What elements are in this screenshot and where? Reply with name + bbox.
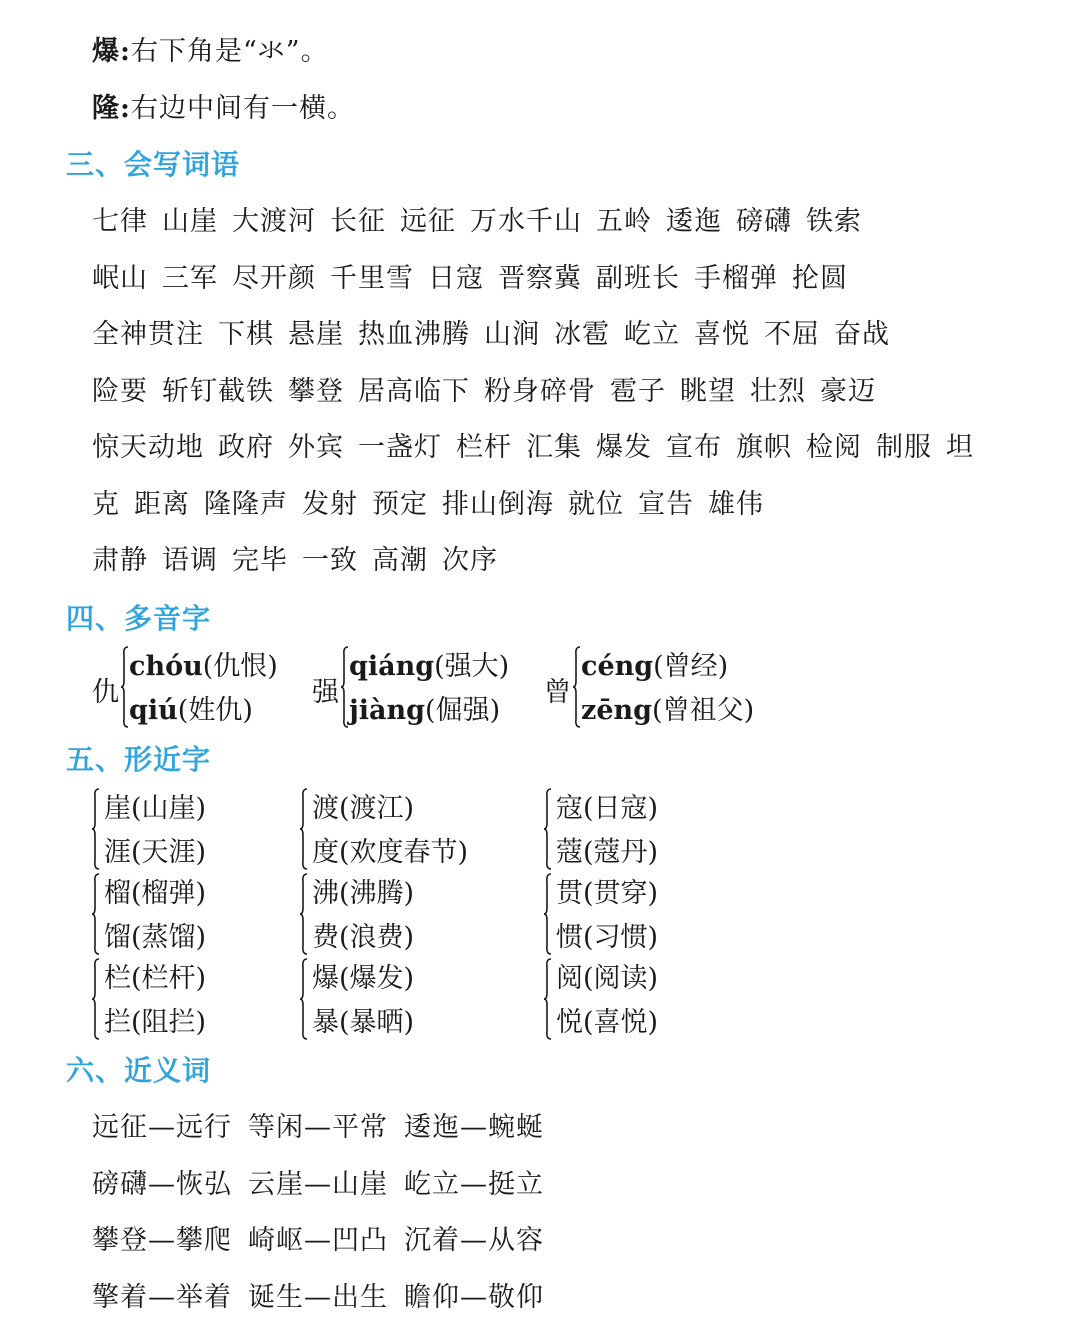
word-item: 下棋 (218, 319, 274, 350)
word-item: 粉身碎骨 (484, 375, 596, 407)
word-row (92, 318, 904, 352)
word-item: 热血沸腾 (358, 319, 470, 350)
similar-pair (300, 787, 468, 875)
word-item: 雹子 (610, 375, 666, 407)
word-item: 冰雹 (554, 319, 610, 350)
section-heading-polyphones: 四、多音字 (66, 602, 212, 635)
word-item: 眺望 (680, 375, 736, 407)
word-item: 隆隆声 (204, 488, 288, 520)
similar-item: 栏(栏杆) (104, 963, 207, 994)
word-item: 政府 (218, 432, 274, 463)
word-item: 山崖 (162, 206, 218, 237)
synonym-item: 崎岖—凹凸 (248, 1225, 388, 1256)
word-item: 喜悦 (694, 319, 750, 350)
word-item: 奋战 (834, 319, 890, 350)
word-item: 外宾 (288, 432, 344, 463)
example-word: (曾祖父) (652, 695, 755, 726)
brace-icon (300, 957, 308, 1045)
word-item: 斩钉截铁 (162, 375, 274, 407)
polyphone-group (544, 645, 754, 733)
synonym-item: 沉着—从容 (404, 1225, 544, 1256)
example-word: (仇恨) (202, 651, 278, 682)
brace-icon (92, 872, 100, 960)
word-item: 晋察冀 (498, 262, 582, 294)
polyphone-group (312, 645, 509, 733)
similar-item: 馏(蒸馏) (104, 922, 207, 953)
similar-item: 悦(喜悦) (556, 1007, 659, 1038)
word-item: 不屈 (764, 319, 820, 350)
polyphone-char: 曾 (544, 676, 571, 708)
polyphone-reading (581, 689, 754, 733)
similar-pair (300, 957, 414, 1045)
note-line (92, 35, 329, 69)
word-item: 长征 (330, 206, 386, 237)
brace-icon (300, 872, 308, 960)
word-item: 铁索 (806, 206, 862, 237)
word-item: 惊天动地 (92, 432, 204, 463)
word-item: 攀登 (288, 375, 344, 407)
word-item: 七律 (92, 206, 148, 237)
polyphone-reading (129, 645, 278, 689)
word-item: 发射 (302, 488, 358, 520)
word-item: 宣告 (638, 488, 694, 520)
word-item: 副班长 (596, 262, 680, 294)
similar-item: 度(欢度春节) (312, 837, 469, 868)
polyphone-char: 强 (312, 676, 339, 708)
word-item: 磅礴 (736, 206, 792, 237)
similar-item: 榴(榴弹) (104, 878, 207, 909)
section-heading-words: 三、会写词语 (66, 148, 241, 181)
section-heading-similar: 五、形近字 (66, 743, 212, 776)
polyphone-reading (129, 689, 278, 733)
brace-icon (573, 645, 581, 733)
word-item: 三军 (162, 262, 218, 294)
synonym-item: 瞻仰—敬仰 (404, 1281, 544, 1313)
word-item: 尽开颜 (232, 262, 316, 294)
word-item: 制服 (876, 432, 932, 463)
synonym-item: 攀登—攀爬 (92, 1225, 232, 1256)
similar-item: 渡(渡江) (312, 793, 415, 824)
word-item: 语调 (162, 545, 218, 576)
similar-pair (92, 872, 206, 960)
similar-item: 蔻(蔻丹) (556, 837, 659, 868)
word-item: 险要 (92, 375, 148, 407)
word-item: 爆发 (596, 432, 652, 463)
brace-icon (121, 645, 129, 733)
word-item: 肃静 (92, 545, 148, 576)
similar-item: 爆(爆发) (312, 963, 415, 994)
word-item: 检阅 (806, 432, 862, 463)
similar-item: 费(浪费) (312, 922, 415, 953)
word-item: 万水千山 (470, 206, 582, 237)
synonym-row (92, 1168, 560, 1202)
word-item: 次序 (442, 545, 498, 576)
similar-item: 惯(习惯) (556, 922, 659, 953)
word-item: 屹立 (624, 319, 680, 350)
word-item: 居高临下 (358, 375, 470, 407)
word-item: 手榴弹 (694, 262, 778, 294)
pinyin: zēng (581, 695, 653, 726)
similar-item: 阅(阅读) (556, 963, 659, 994)
word-item: 距离 (134, 488, 190, 520)
polyphone-reading (349, 689, 509, 733)
word-item: 一盏灯 (358, 432, 442, 463)
synonym-row (92, 1224, 560, 1258)
pinyin: qiáng (349, 651, 435, 682)
word-item: 岷山 (92, 262, 148, 294)
pinyin: céng (581, 651, 654, 682)
word-item: 抡圆 (792, 262, 848, 294)
word-item: 预定 (372, 488, 428, 520)
note-line (92, 92, 355, 126)
brace-icon (544, 787, 552, 875)
pinyin: qiú (129, 695, 178, 726)
brace-icon (300, 787, 308, 875)
word-item: 栏杆 (456, 432, 512, 463)
word-row (92, 375, 890, 409)
example-word: (姓仇) (177, 695, 253, 726)
word-item: 壮烈 (750, 375, 806, 407)
word-item: 远征 (400, 206, 456, 237)
synonym-row (92, 1111, 560, 1145)
word-item: 千里雪 (330, 262, 414, 294)
example-word: (曾经) (653, 651, 729, 682)
example-word: (强大) (434, 651, 510, 682)
polyphone-reading (581, 645, 754, 689)
polyphone-reading (349, 645, 509, 689)
similar-item: 拦(阻拦) (104, 1007, 207, 1038)
brace-icon (92, 787, 100, 875)
synonym-item: 诞生—出生 (248, 1281, 388, 1313)
similar-item: 沸(沸腾) (312, 878, 415, 909)
note-char: 爆: (92, 36, 131, 67)
word-row (92, 431, 988, 465)
synonym-row (92, 1281, 560, 1315)
similar-item: 崖(山崖) (104, 793, 207, 824)
word-item: 高潮 (372, 545, 428, 576)
similar-pair (544, 872, 658, 960)
polyphone-group (92, 645, 278, 733)
brace-icon (341, 645, 349, 733)
word-item: 一致 (302, 545, 358, 576)
synonym-item: 磅礴—恢弘 (92, 1168, 232, 1200)
word-item: 旗帜 (736, 432, 792, 463)
brace-icon (92, 957, 100, 1045)
example-word: (倔强) (425, 695, 501, 726)
synonym-item: 云崖—山崖 (248, 1168, 388, 1200)
similar-item: 涯(天涯) (104, 837, 207, 868)
word-item: 汇集 (526, 432, 582, 463)
word-item: 坦 (946, 432, 974, 463)
similar-pair (544, 957, 658, 1045)
word-item: 全神贯注 (92, 319, 204, 350)
pinyin: chóu (129, 651, 203, 682)
word-item: 宣布 (666, 432, 722, 463)
similar-pair (544, 787, 658, 875)
word-row (92, 488, 778, 522)
word-item: 豪迈 (820, 375, 876, 407)
word-item: 排山倒海 (442, 488, 554, 520)
word-row (92, 544, 512, 578)
similar-item: 贯(贯穿) (556, 878, 659, 909)
word-row (92, 262, 862, 296)
word-item: 克 (92, 488, 120, 520)
similar-pair (92, 787, 206, 875)
synonym-item: 逶迤—蜿蜒 (404, 1112, 544, 1143)
word-row (92, 205, 876, 239)
brace-icon (544, 957, 552, 1045)
note-text: 右下角是“氺”。 (130, 36, 329, 67)
section-heading-synonyms: 六、近义词 (66, 1054, 212, 1087)
word-item: 逶迤 (666, 206, 722, 237)
word-item: 山涧 (484, 319, 540, 350)
similar-item: 寇(日寇) (556, 793, 659, 824)
note-char: 隆: (92, 93, 131, 124)
synonym-item: 等闲—平常 (248, 1112, 388, 1143)
word-item: 悬崖 (288, 319, 344, 350)
synonym-item: 远征—远行 (92, 1112, 232, 1143)
synonym-item: 擎着—举着 (92, 1281, 232, 1313)
word-item: 大渡河 (232, 206, 316, 237)
brace-icon (544, 872, 552, 960)
word-item: 雄伟 (708, 488, 764, 520)
word-item: 就位 (568, 488, 624, 520)
synonym-item: 屹立—挺立 (404, 1168, 544, 1200)
word-item: 五岭 (596, 206, 652, 237)
similar-pair (92, 957, 206, 1045)
word-item: 完毕 (232, 545, 288, 576)
polyphone-char: 仇 (92, 676, 119, 708)
note-text: 右边中间有一横。 (130, 93, 355, 124)
similar-pair (300, 872, 414, 960)
similar-item: 暴(暴晒) (312, 1007, 415, 1038)
pinyin: jiàng (349, 695, 426, 726)
word-item: 日寇 (428, 262, 484, 294)
